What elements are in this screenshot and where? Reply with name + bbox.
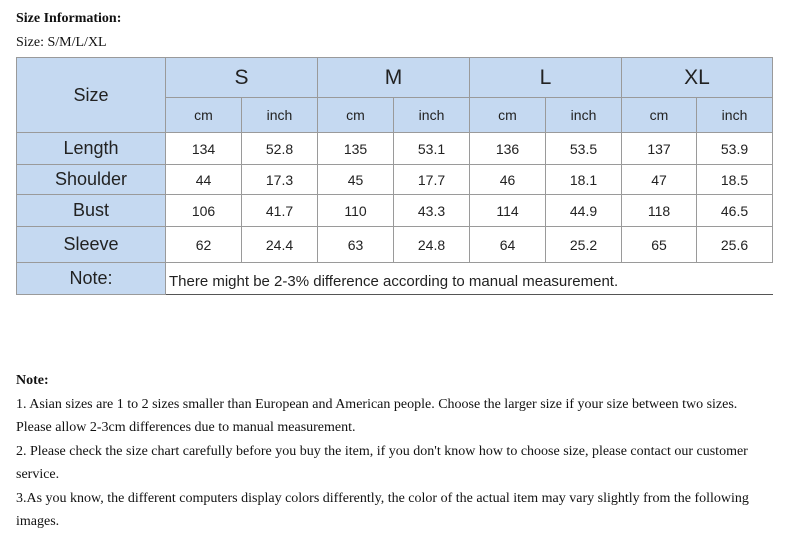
table-cell: 43.3 [394, 195, 470, 227]
note-row-text: There might be 2-3% difference according to manual measurement. [166, 263, 773, 295]
row-label-sleeve: Sleeve [17, 227, 166, 263]
unit-header: cm [166, 98, 242, 133]
note-item-3: 3.As you know, the different computers display colors differently, the color of the actual item may vary slightly from the following images. [16, 490, 749, 529]
table-cell: 17.7 [394, 165, 470, 195]
table-cell: 110 [318, 195, 394, 227]
note-item-1: 1. Asian sizes are 1 to 2 sizes smaller than European and American people. Choose the larger size if your size between two sizes. Please allow 2-3cm differences due to manual measurement. [16, 396, 738, 435]
size-chart-table [16, 57, 773, 295]
table-cell: 53.1 [394, 133, 470, 165]
table-row [17, 227, 773, 263]
table-cell: 24.8 [394, 227, 470, 263]
size-list-line: Size: S/M/L/XL [16, 35, 107, 50]
table-row [17, 165, 773, 195]
table-cell: 44.9 [546, 195, 622, 227]
unit-header: inch [697, 98, 773, 133]
row-label-length: Length [17, 133, 166, 165]
notes-heading: Note: [16, 373, 49, 388]
size-header-l: L [470, 58, 622, 98]
table-cell: 41.7 [242, 195, 318, 227]
table-cell: 114 [470, 195, 546, 227]
table-cell: 53.5 [546, 133, 622, 165]
table-cell: 135 [318, 133, 394, 165]
table-cell: 118 [622, 195, 697, 227]
table-cell: 65 [622, 227, 697, 263]
unit-header: cm [318, 98, 394, 133]
unit-header: inch [546, 98, 622, 133]
table-cell: 134 [166, 133, 242, 165]
notes-section [16, 369, 776, 534]
table-cell: 44 [166, 165, 242, 195]
unit-header: inch [394, 98, 470, 133]
table-cell: 106 [166, 195, 242, 227]
table-cell: 24.4 [242, 227, 318, 263]
table-row [17, 133, 773, 165]
table-cell: 45 [318, 165, 394, 195]
size-header-s: S [166, 58, 318, 98]
table-cell: 63 [318, 227, 394, 263]
table-cell: 46.5 [697, 195, 773, 227]
table-cell: 52.8 [242, 133, 318, 165]
table-cell: 62 [166, 227, 242, 263]
row-label-bust: Bust [17, 195, 166, 227]
table-cell: 46 [470, 165, 546, 195]
table-cell: 17.3 [242, 165, 318, 195]
note-item-2: 2. Please check the size chart carefully before you buy the item, if you don't know how to choose size, please contact our customer service. [16, 443, 748, 482]
unit-header: cm [470, 98, 546, 133]
table-cell: 18.5 [697, 165, 773, 195]
unit-header: inch [242, 98, 318, 133]
size-header-label: Size [17, 58, 166, 133]
table-cell: 25.2 [546, 227, 622, 263]
size-header-m: M [318, 58, 470, 98]
table-cell: 18.1 [546, 165, 622, 195]
size-information-title: Size Information: [16, 11, 122, 26]
table-cell: 25.6 [697, 227, 773, 263]
note-row-label: Note: [17, 263, 166, 295]
unit-header: cm [622, 98, 697, 133]
table-cell: 137 [622, 133, 697, 165]
table-row [17, 195, 773, 227]
table-cell: 47 [622, 165, 697, 195]
row-label-shoulder: Shoulder [17, 165, 166, 195]
size-header-xl: XL [622, 58, 773, 98]
table-cell: 53.9 [697, 133, 773, 165]
table-cell: 64 [470, 227, 546, 263]
table-cell: 136 [470, 133, 546, 165]
